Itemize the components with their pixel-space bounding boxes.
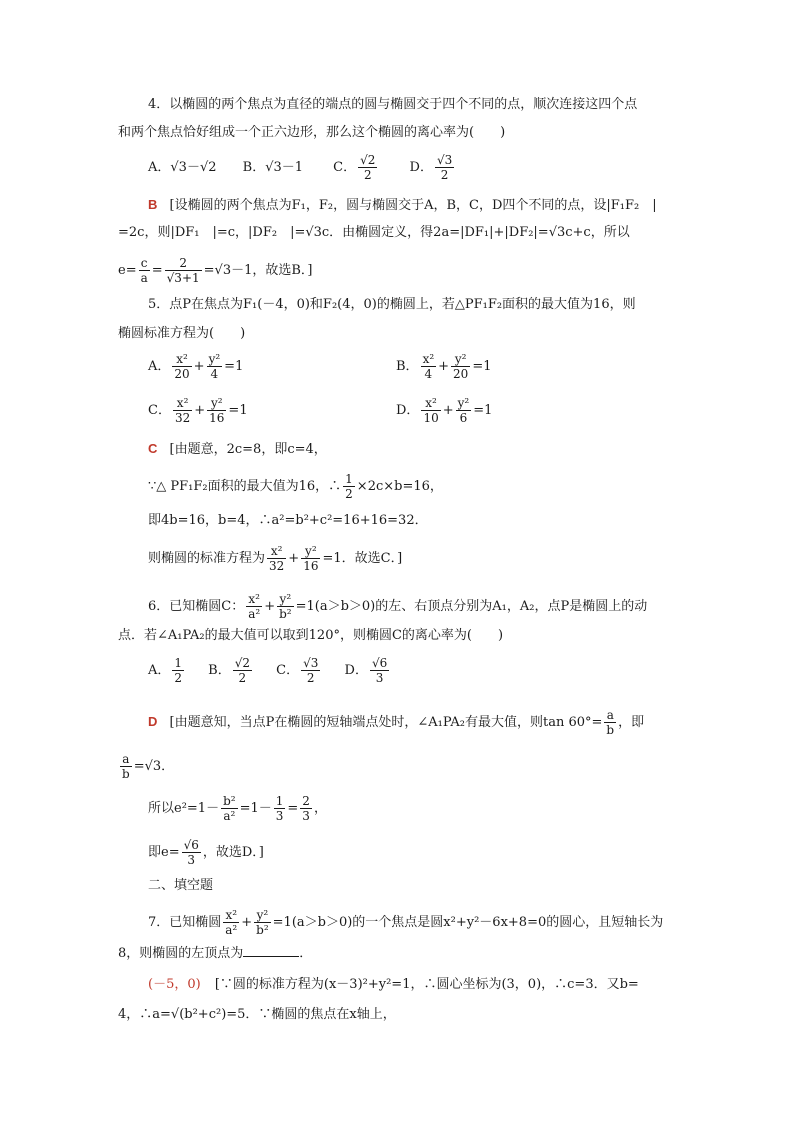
q4-answer-letter: B: [148, 197, 158, 212]
q6-options: [148, 656, 391, 685]
q5-option-a: A． $\frac{\text{x²}}{20}$ + $\frac{\text{y²}}{4}$ =1: [148, 352, 244, 381]
q6-option-b: B． $\frac{√2}{2}$: [208, 656, 251, 685]
q6-solution-line3: 所以e²=1－ $\frac{\text{b²}}{\text{a²}}$ =1－ $\frac{1}{3}$ = $\frac{2}{3}$ ，: [148, 794, 327, 823]
q6-solution-line2: $\frac{a}{b}$ =√3．: [122, 752, 175, 781]
q7-answer: (－5，0): [148, 977, 201, 992]
q7-answer-blank[interactable]: [243, 944, 299, 957]
q4-option-a: A．√3－√2: [148, 160, 217, 175]
q7-stem-line2: 8，则椭圆的左顶点为 ．: [118, 946, 313, 961]
q4-option-d: D． $\frac{√3}{2}$: [409, 153, 453, 182]
q5-option-c: C． $\frac{\text{x²}}{32}$ + $\frac{\text{y²}}{16}$ =1: [148, 396, 248, 425]
q5-solution-line4: 则椭圆的标准方程为 $\frac{\text{x²}}{32}$ + $\frac{\text{y²}}{16}$ =1．故选C．]: [148, 544, 403, 573]
q4-options: [148, 153, 456, 182]
q5-solution-line1: C [由题意，2c=8，即c=4，: [148, 441, 327, 457]
q5-solution-line2: ∵△ PF₁F₂面积的最大值为16，∴ $\frac{1}{2}$ ×2c×b=16，: [148, 472, 443, 501]
q6-option-d: D． $\frac{√6}{3}$: [344, 656, 388, 685]
q6-option-c: C． $\frac{√3}{2}$: [276, 656, 319, 685]
q7-solution-line2: 4，∴a=√(b²+c²)=5．∵椭圆的焦点在x轴上，: [118, 1007, 396, 1022]
q5-answer-letter: C: [148, 441, 158, 456]
q6-solution-line4: 即e= $\frac{√6}{3}$ ，故选D．]: [148, 838, 264, 867]
q5-stem-line1: 5．点P在焦点为F₁(－4，0)和F₂(4，0)的椭圆上，若△PF₁F₂面积的最大值为16，则: [148, 297, 636, 312]
q4-stem-line1: 4．以椭圆的两个焦点为直径的端点的圆与椭圆交于四个不同的点，顺次连接这四个点: [148, 97, 638, 112]
q6-solution-line1: D [由题意知，当点P在椭圆的短轴端点处时，∠A₁PA₂有最大值，则tan 60°= $\frac{a}{b}$ ，即: [148, 708, 645, 737]
q5-option-b: B． $\frac{\text{x²}}{4}$ + $\frac{\text{y²}}{20}$ =1: [396, 352, 492, 381]
q4-option-c: C． $\frac{√2}{2}$: [333, 153, 376, 182]
q4-solution-line3: e= $\frac{c}{a}$ = $\frac{2}{√3+1}$ =√3－1，故选B．]: [118, 256, 313, 285]
q4-solution-line1: B [设椭圆的两个焦点为F₁，F₂，圆与椭圆交于A，B，C，D四个不同的点，设|F₁F₂ |: [148, 197, 657, 213]
q6-stem-line2: 点．若∠A₁PA₂的最大值可以取到120°，则椭圆C的离心率为( ): [118, 628, 504, 643]
q7-solution-line1: (－5，0) [∵圆的标准方程为(x－3)²+y²=1，∴圆心坐标为(3，0)，∴c=3．又b=: [148, 977, 639, 992]
q4-stem-line2: 和两个焦点恰好组成一个正六边形，那么这个椭圆的离心率为( ): [118, 125, 506, 140]
q6-option-a: A． $\frac{1}{2}$: [148, 656, 183, 685]
section-heading: 二、填空题: [148, 878, 214, 893]
q5-stem-line2: 椭圆标准方程为( ): [118, 326, 246, 341]
q6-stem-line1: 6．已知椭圆C： $\frac{\text{x²}}{\text{a²}}$ + $\frac{\text{y²}}{\text{b²}}$ =1(a＞b＞0)的左、右顶点分别为A₁，A₂，点P是椭圆上的动: [148, 592, 648, 621]
q7-stem-line1: 7．已知椭圆 $\frac{\text{x²}}{\text{a²}}$ + $\frac{\text{y²}}{\text{b²}}$ =1(a＞b＞0)的一个焦点是圆x²+y²－6x+8=0的圆心，且短轴长为: [148, 908, 664, 937]
q6-answer-letter: D: [148, 714, 158, 729]
q4-solution-line2: =2c，则|DF₁ |=c，|DF₂ |=√3c．由椭圆定义，得2a=|DF₁|+|DF₂|=√3c+c，所以: [118, 225, 630, 240]
q4-option-b: B．√3－1: [242, 160, 304, 175]
q5-option-d: D． $\frac{\text{x²}}{10}$ + $\frac{\text{y²}}{6}$ =1: [396, 396, 493, 425]
q5-solution-line3: 即4b=16，b=4，∴a²=b²+c²=16+16=32．: [148, 513, 428, 528]
